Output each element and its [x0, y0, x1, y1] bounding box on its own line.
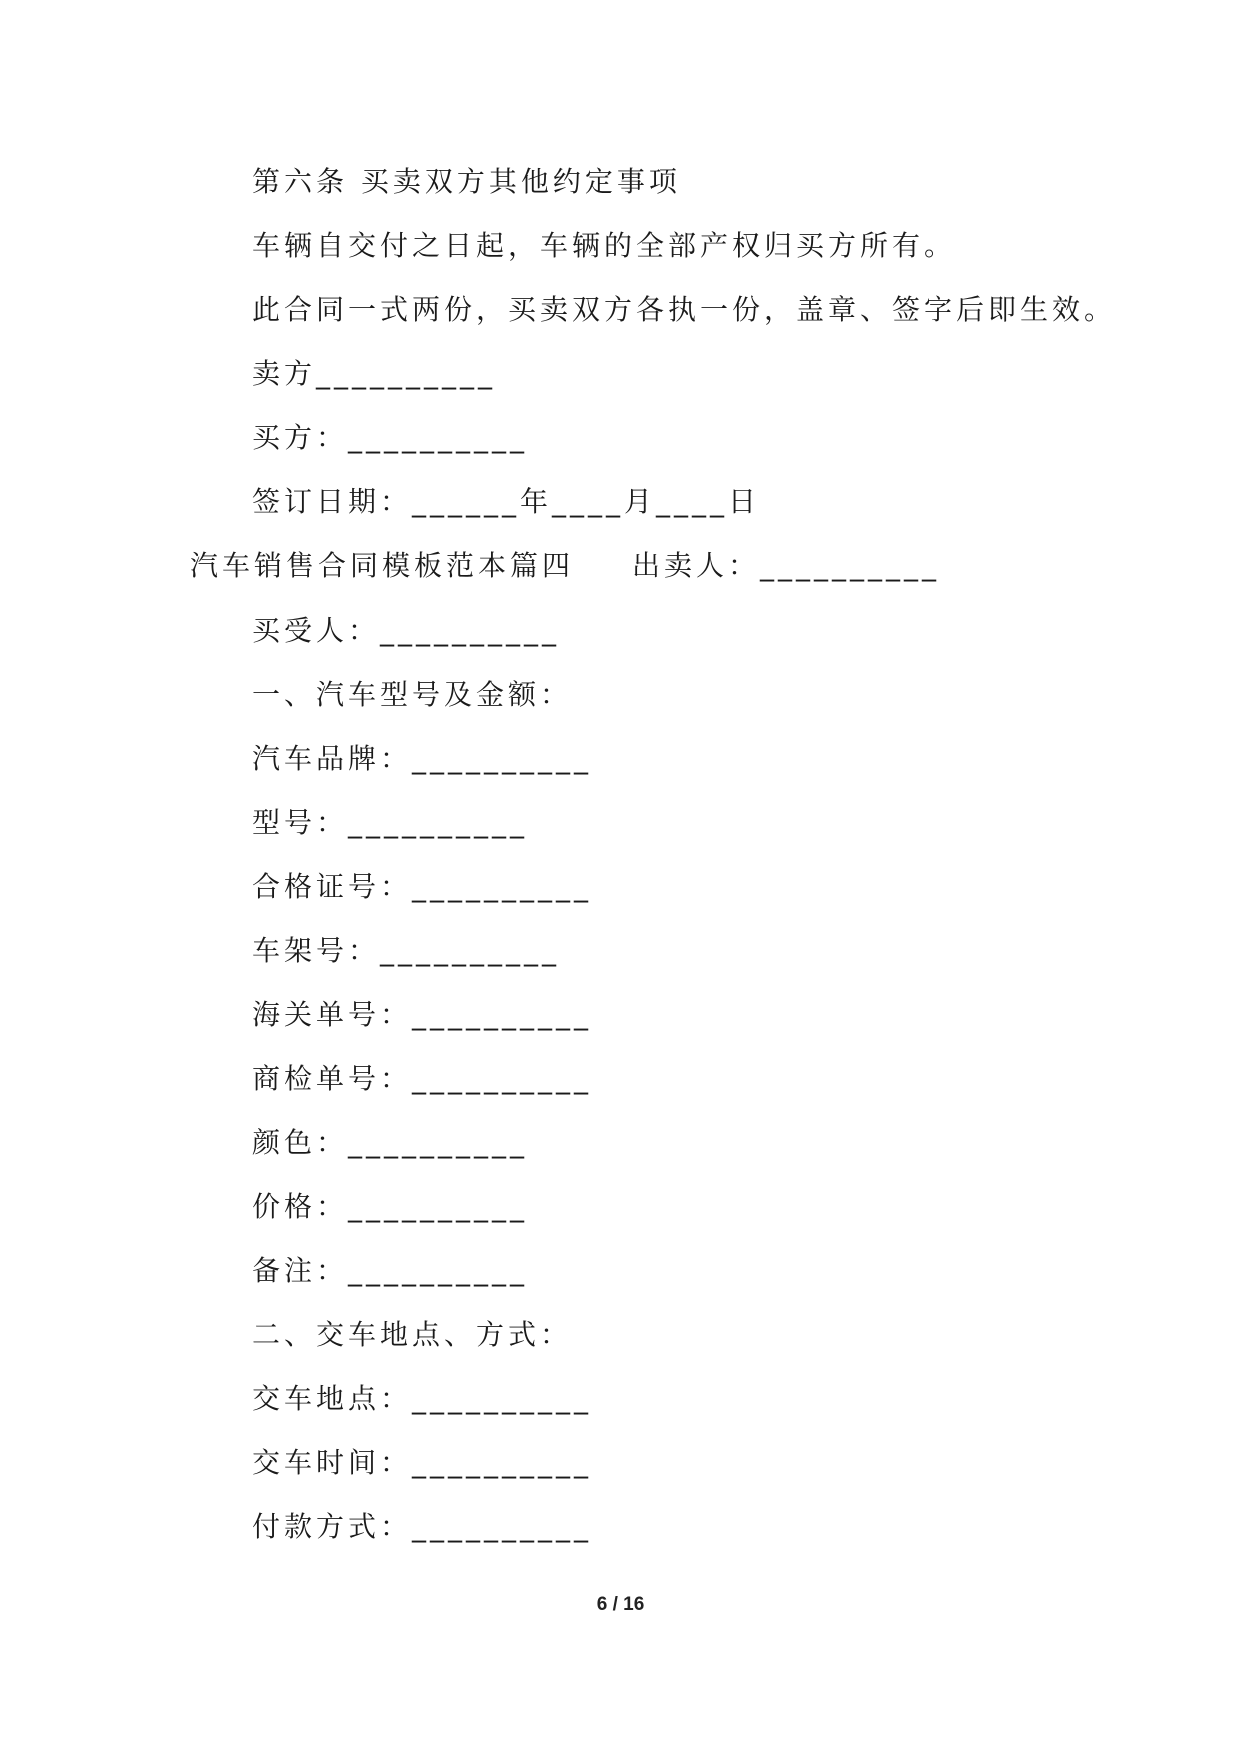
seller-signature-line: 卖方__________	[252, 357, 497, 390]
frame-number-field: 车架号：__________	[252, 934, 561, 967]
seller-field: 出卖人：__________	[632, 549, 941, 582]
buyer-signature-line: 买方：__________	[252, 421, 529, 454]
customs-number-field: 海关单号：__________	[252, 998, 593, 1031]
section-title: 汽车销售合同模板范本篇四	[190, 549, 575, 582]
ownership-clause: 车辆自交付之日起，车辆的全部产权归买方所有。	[252, 229, 957, 262]
page-number: 6 / 16	[596, 1594, 645, 1615]
article-six-heading: 第六条 买卖双方其他约定事项	[252, 165, 681, 198]
section-title-row	[190, 546, 940, 586]
brand-field: 汽车品牌：__________	[252, 742, 593, 775]
signing-date-line: 签订日期：______年____月____日	[252, 485, 761, 518]
remarks-field: 备注：__________	[252, 1254, 529, 1287]
color-field: 颜色：__________	[252, 1126, 529, 1159]
model-field: 型号：__________	[252, 806, 529, 839]
certificate-number-field: 合格证号：__________	[252, 870, 593, 903]
delivery-heading: 二、交车地点、方式：	[252, 1318, 573, 1351]
model-amount-heading: 一、汽车型号及金额：	[252, 678, 573, 711]
buyer-field: 买受人：__________	[252, 614, 561, 647]
price-field: 价格：__________	[252, 1190, 529, 1223]
inspection-number-field: 商检单号：__________	[252, 1062, 593, 1095]
delivery-location-field: 交车地点：__________	[252, 1382, 593, 1415]
delivery-time-field: 交车时间：__________	[252, 1446, 593, 1479]
payment-method-field: 付款方式：__________	[252, 1510, 593, 1543]
copies-clause: 此合同一式两份，买卖双方各执一份，盖章、签字后即生效。	[252, 293, 1117, 326]
